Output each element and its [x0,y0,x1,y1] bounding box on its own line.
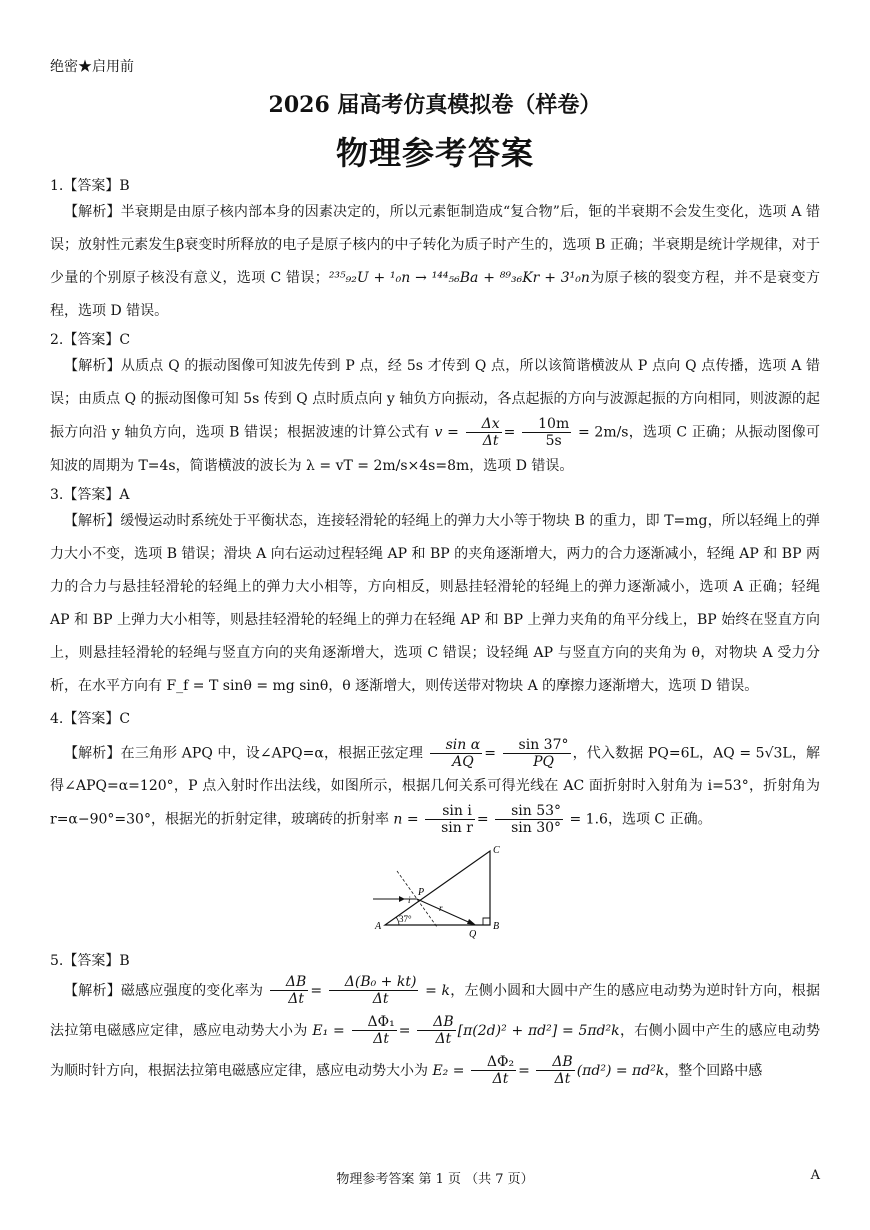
label-b: B [493,920,500,932]
q5-answer: 5.【答案】B [50,952,130,969]
question-2 [50,330,820,483]
q5-frac-4-num: ΔB [417,1014,455,1031]
q1-exp-a: 【解析】半衰期是由原子核内部本身的因素决定的，所以元素钷制造成“复合物”后，钷的半衰期不会发生变化，选项 A 错误；放射性元素发生β衰变时所释放的电子是原子核内的中子转化为质子时产生的，选项 B 正确；半衰期是统计学规律，对于少量的个别原子核没有意义，选项 C 错误； [50,204,820,286]
label-p: P [418,886,425,898]
q2-frac-1-den: Δt [482,433,499,449]
secret-label: 绝密★启用前 [50,59,134,75]
q4-frac-1-den: AQ [452,753,474,770]
q4-exp-a: 【解析】在三角形 APQ 中，设∠APQ=α，根据正弦定理 [64,745,423,761]
q4-eq-val: = 1.6 [569,811,608,828]
q1-explanation [50,196,820,328]
q5-frac-1-den: Δt [288,991,304,1007]
q5-explanation: 【解析】磁感应强度的变化率为 $\frac{\Delta B}{\Delta t}$ = $\frac{\text{Δ(B₀ + kt)}}{\Delta t}$ = k，左侧小圆和大圆中产生的感应电动势为逆时针方向，根据法拉第电磁感应定律，感应电动势大小为 E₁ = $\frac{\text{ΔΦ₁}}{\Delta t}$ = $\frac{\Delta B}{\Delta t}$ [π(2d)² + πd²] = 5πd²k，右侧小圆中产生的感应电动势为顺时针方向，根据法拉第电磁感应定律，感应电动势大小为 E₂ = $\frac{\text{ΔΦ₂}}{\Delta t}$ = $\frac{\Delta B}{\Delta t}$ (πd²) = πd²k，整个回路中感 [50,974,821,1087]
q4-frac-4-num: sin 53° [495,803,563,820]
content [50,176,820,1093]
q5-eq1: = k [425,982,451,999]
q5-e1: E₁ = [312,1022,345,1039]
q5-exp-b: ，左侧小圆和大圆中产生的感应电动势为逆时针方向，根据法拉第电磁感应定律，感应电动势大小为 [50,982,821,1039]
q2-eq-lhs: v = [434,424,459,441]
label-c: C [493,844,500,856]
refracted-ray [417,899,475,925]
q4-eq-n: n = [393,811,419,828]
q5-frac-6-num: ΔB [536,1054,574,1071]
q5-frac-2 [329,974,419,1007]
question-5 [50,951,820,1091]
q4-frac-2-num: sin 37° [503,737,571,754]
question-3 [50,485,820,703]
q5-exp-c: ，右侧小圆中产生的感应电动势为顺时针方向，根据法拉第电磁感应定律，感应电动势大小为 [50,1022,821,1079]
q4-answer: 4.【答案】C [50,710,131,727]
q2-answer: 2.【答案】C [50,332,131,348]
q2-frac-2 [522,416,571,449]
q4-frac-1-num: sin α [430,737,483,754]
q4-frac-2-den: PQ [533,753,554,770]
q3-explanation: 【解析】缓慢运动时系统处于平衡状态，连接轻滑轮的轻绳上的弹力大小等于物块 B 的重力，即 T=mg，所以轻绳上的弹力大小不变，选项 B 错误；滑块 A 向右运动过程轻绳 AP 和 BP 的夹角逐渐增大，两力的合力逐渐减小，轻绳 AP 和 BP 两力的合力与悬挂轻滑轮的轻绳上的弹力大小相等，方向相反，则悬挂轻滑轮的轻绳上的弹力逐渐减小，选项 A 正确；轻绳 AP 和 BP 上弹力大小相等，则悬挂轻滑轮的轻绳上的弹力在轻绳 AP 和 BP 上弹力夹角的角平分线上，BP 始终在竖直方向上，则悬挂轻滑轮的轻绳与竖直方向的夹角逐渐增大，选项 C 错误；设轻绳 AP 与竖直方向的夹角为 θ，对物块 A 受力分析，在水平方向有 F_f = T sinθ = mg sinθ，θ 逐渐增大，则传送带对物块 A 的摩擦力逐渐增大，选项 D 错误。 [50,512,820,694]
right-angle-mark [483,918,490,925]
q5-eq3: (πd²) = πd²k [576,1062,665,1079]
incident-arrow [399,896,405,902]
q2-exp-a: 【解析】从质点 Q 的振动图像可知波先传到 P 点，经 5s 才传到 Q 点，所以该简谐横波从 P 点向 Q 点传播，选项 A 错误；由质点 Q 的振动图像可知 5s 传到 Q 点时质点向 y 轴负方向振动，各点起振的方向与波源起振的方向相同，则波源的起振方向沿 y 轴负方向，选项 B 错误；根据波速的计算公式有 [50,358,820,441]
q5-frac-5-den: Δt [492,1071,509,1087]
q5-frac-4 [417,1014,455,1047]
label-q: Q [469,928,477,940]
prism-diagram [365,843,505,943]
q4-exp-b: ，代入数据 PQ=6L，AQ = 5√3L，解得∠APQ=α=120°，P 点入射时作出法线，如图所示，根据几何关系可得光线在 AC 面折射时入射角为 i=53°，折射角为 r=α−90°=30°，根据光的折射定律，玻璃砖的折射率 [50,745,820,828]
q5-frac-2-den: Δt [372,991,389,1007]
exam-title: 2026 届高考仿真模拟卷（样卷） [268,92,602,118]
q5-frac-3-num: ΔΦ₁ [352,1014,397,1031]
refracted-arrow [467,919,476,925]
q2-eq-rhs: = 2m/s [577,424,629,441]
q4-frac-3-den: sin r [441,820,473,836]
doc-title: 物理参考答案 [335,134,534,172]
label-angle: 37° [399,913,412,924]
q1-answer: 1.【答案】B [50,178,130,194]
question-4 [50,709,820,943]
q5-exp-d: ，整个回路中感 [664,1062,763,1079]
q5-frac-4-den: Δt [435,1031,452,1047]
q2-explanation: 【解析】从质点 Q 的振动图像可知波先传到 P 点，经 5s 才传到 Q 点，所以该简谐横波从 P 点向 Q 点传播，选项 A 错误；由质点 Q 的振动图像可知 5s 传到 Q 点时质点向 y 轴负方向振动，各点起振的方向与波源起振的方向相同，则波源的起振方向沿 y 轴负方向，选项 B 错误；根据波速的计算公式有 v = $\frac{\Delta x}{\Delta t}$ = $\frac{10m}{5s}$ = 2m/s，选项 C 正确；从振动图像可知波的周期为 T=4s，简谐横波的波长为 λ = vT = 2m/s×4s=8m，选项 D 错误。 [50,358,821,474]
q2-frac-2-den: 5s [545,433,562,449]
q5-frac-1 [270,974,308,1007]
q2-frac-1-num: Δx [466,416,502,433]
label-a: A [375,920,382,932]
q3-answer: 3.【答案】A [50,486,130,503]
q5-frac-6-den: Δt [554,1071,571,1087]
q1-fission-equation: ²³⁵₉₂U + ¹₀n → ¹⁴⁴₅₆Ba + ⁸⁹₃₆Kr + 3¹₀n [328,270,590,286]
page-footer: 物理参考答案 第 1 页 （共 7 页） [336,1172,534,1187]
q4-frac-4 [495,803,563,836]
label-i: i [408,894,411,905]
question-1 [50,176,820,328]
q1-exp-b: 为原子核的裂变方程，并不是衰变方程，选项 D 错误。 [50,270,820,319]
q4-frac-2 [503,737,571,770]
q5-frac-3 [352,1014,397,1047]
q4-frac-3 [425,803,475,836]
footer-mark: A [810,1168,820,1183]
q5-frac-5-num: ΔΦ₂ [471,1054,516,1071]
label-r: r [439,902,443,913]
q5-eq2: [π(2d)² + πd²] = 5πd²k [457,1022,620,1039]
q4-frac-4-den: sin 30° [511,820,562,836]
q5-frac-5 [471,1054,516,1087]
q5-frac-2-num: Δ(B₀ + kt) [329,974,419,991]
q4-frac-3-num: sin i [425,803,475,820]
q4-frac-1 [430,737,483,770]
q2-frac-1 [466,416,502,449]
q5-frac-6 [536,1054,574,1087]
q5-e2: E₂ = [432,1062,465,1079]
q4-explanation: 【解析】在三角形 APQ 中，设∠APQ=α，根据正弦定理 $\frac{\text{sin α}}{AQ}$ = $\frac{\sin 37^\circ}{PQ}$ ，代入数据 PQ=6L，AQ = 5√3L，解得∠APQ=α=120°，P 点入射时作出法线，如图所示，根据几何关系可得光线在 AC 面折射时入射角为 i=53°，折射角为 r=α−90°=30°，根据光的折射定律，玻璃砖的折射率 n = $\frac{\text{sin i}}{\text{sin r}}$ = $\frac{\sin 53^\circ}{\sin 30^\circ}$ = 1.6，选项 C 正确。 [50,736,820,836]
q5-frac-1-num: ΔB [270,974,308,991]
q5-exp-a: 【解析】磁感应强度的变化率为 [64,982,264,999]
q2-exp-b: ，选项 C 正确；从振动图像可知波的周期为 T=4s，简谐横波的波长为 λ = vT = 2m/s×4s=8m，选项 D 错误。 [50,424,821,474]
q2-frac-2-num: 10m [522,416,571,433]
q4-exp-c: ，选项 C 正确。 [607,811,712,828]
q5-frac-3-den: Δt [373,1031,389,1047]
